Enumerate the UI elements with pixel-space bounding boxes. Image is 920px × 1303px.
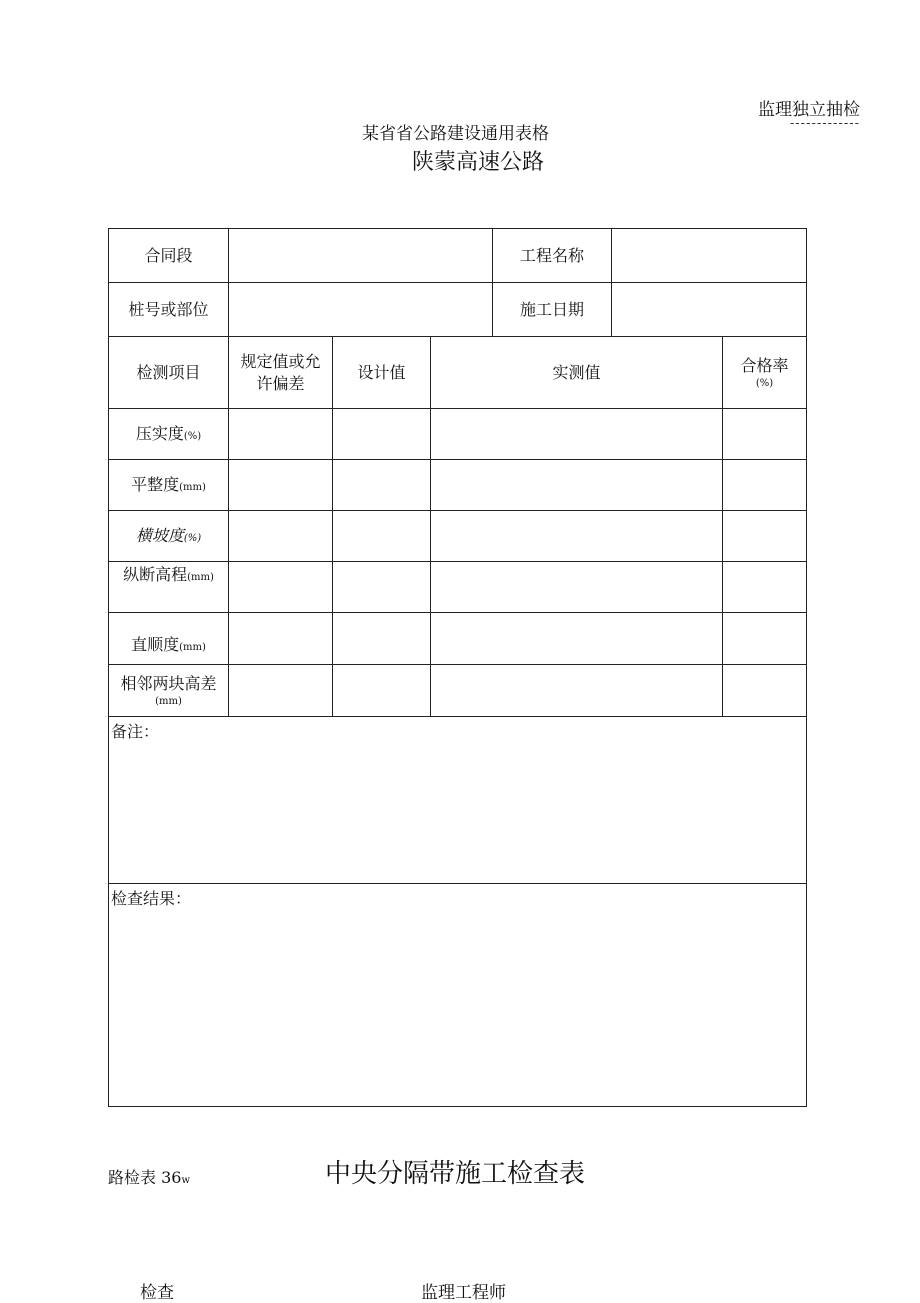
- spec-cell[interactable]: [229, 562, 333, 613]
- project-name: 陕蒙高速公路: [412, 150, 545, 175]
- col-header-pass-line2: (%): [755, 377, 774, 389]
- row-unit: (%): [183, 431, 202, 443]
- form-code: [108, 1165, 190, 1188]
- row-label: [109, 409, 229, 460]
- col-header-spec-line2: 许偏差: [256, 373, 305, 393]
- spec-cell[interactable]: [229, 511, 333, 562]
- design-cell[interactable]: [333, 613, 431, 665]
- contract-value-field[interactable]: [229, 229, 493, 283]
- col-header-pass-rate: [723, 337, 807, 409]
- pass-rate-cell[interactable]: [723, 613, 807, 665]
- measured-cell[interactable]: [431, 409, 723, 460]
- measured-cell[interactable]: [431, 511, 723, 562]
- remarks-row: [109, 717, 807, 884]
- row-unit: (mm): [179, 642, 206, 654]
- spec-cell[interactable]: [229, 460, 333, 511]
- inspection-form-table: [108, 228, 807, 1107]
- contract-label: 合同段: [109, 229, 229, 283]
- row-label: [109, 665, 229, 717]
- col-header-measured: 实测值: [431, 337, 723, 409]
- row-unit: (mm): [187, 572, 214, 583]
- station-row: [109, 283, 807, 337]
- result-field[interactable]: [109, 884, 807, 1107]
- contract-row: [109, 229, 807, 283]
- form-code-text: 路检表 36: [108, 1168, 182, 1187]
- stamp-underline: -------------: [789, 116, 860, 131]
- spec-cell[interactable]: [229, 409, 333, 460]
- engineer-signature-label: 监理工程师: [421, 1283, 506, 1303]
- row-label: [109, 460, 229, 511]
- col-header-item: 检测项目: [109, 337, 229, 409]
- table-row: [109, 665, 807, 717]
- date-label: 施工日期: [493, 283, 612, 337]
- row-label: [109, 562, 229, 613]
- row-name: 横坡度: [135, 526, 184, 546]
- form-title: 中央分隔带施工检查表: [325, 1159, 586, 1189]
- spec-cell[interactable]: [229, 665, 333, 717]
- row-name: 纵断高程: [123, 565, 188, 584]
- pass-rate-cell[interactable]: [723, 665, 807, 717]
- row-label: [109, 613, 229, 665]
- result-row: [109, 884, 807, 1107]
- table-row: [109, 613, 807, 665]
- design-cell[interactable]: [333, 665, 431, 717]
- result-label: 检查结果：: [111, 889, 192, 908]
- org-title: 某省省公路建设通用表格: [362, 124, 549, 144]
- pass-rate-cell[interactable]: [723, 460, 807, 511]
- measured-cell[interactable]: [431, 460, 723, 511]
- pass-rate-cell[interactable]: [723, 409, 807, 460]
- row-name: 压实度: [135, 424, 184, 444]
- date-value-field[interactable]: [612, 283, 807, 337]
- measured-cell[interactable]: [431, 665, 723, 717]
- measured-cell[interactable]: [431, 562, 723, 613]
- project-label: 工程名称: [493, 229, 612, 283]
- row-unit: (mm): [179, 482, 206, 494]
- remarks-label: 备注：: [111, 722, 160, 741]
- design-cell[interactable]: [333, 460, 431, 511]
- row-name: 平整度: [131, 475, 180, 495]
- row-unit: (mm): [155, 695, 182, 707]
- col-header-design: 设计值: [333, 337, 431, 409]
- design-cell[interactable]: [333, 562, 431, 613]
- station-label: 桩号或部位: [109, 283, 229, 337]
- table-row: [109, 562, 807, 613]
- column-header-row: [109, 337, 807, 409]
- supervision-stamp: 监理独立抽检: [758, 100, 860, 120]
- row-unit: (%): [183, 533, 202, 545]
- remarks-field[interactable]: [109, 717, 807, 884]
- row-label: [109, 511, 229, 562]
- table-row: [109, 511, 807, 562]
- pass-rate-cell[interactable]: [723, 511, 807, 562]
- design-cell[interactable]: [333, 409, 431, 460]
- measured-cell[interactable]: [431, 613, 723, 665]
- col-header-pass-line1: 合格率: [740, 355, 789, 375]
- spec-cell[interactable]: [229, 613, 333, 665]
- pass-rate-cell[interactable]: [723, 562, 807, 613]
- row-name: 相邻两块高差: [120, 673, 217, 693]
- project-value-field[interactable]: [612, 229, 807, 283]
- form-code-sub: w: [181, 1175, 191, 1186]
- row-name: 直顺度: [131, 635, 180, 655]
- table-row: [109, 409, 807, 460]
- design-cell[interactable]: [333, 511, 431, 562]
- inspector-signature-label: 检查: [140, 1283, 174, 1303]
- col-header-spec-line1: 规定值或允: [240, 351, 321, 371]
- col-header-spec: [229, 337, 333, 409]
- station-value-field[interactable]: [229, 283, 493, 337]
- table-row: [109, 460, 807, 511]
